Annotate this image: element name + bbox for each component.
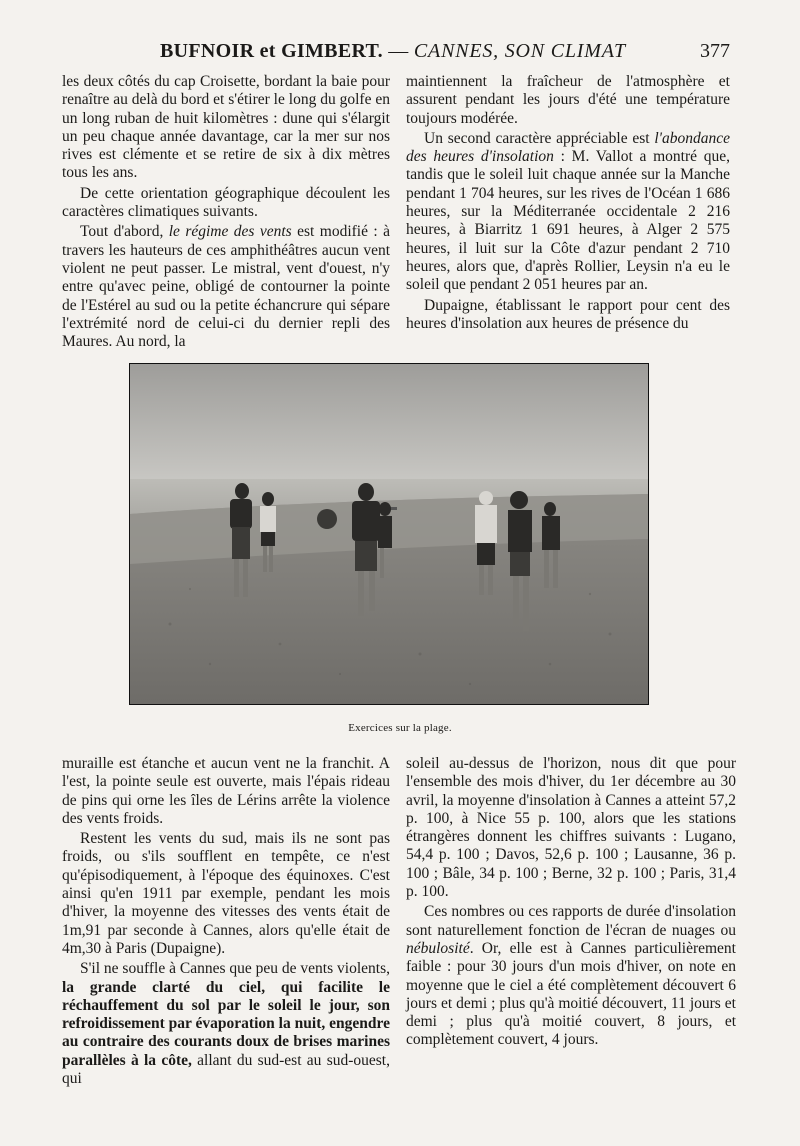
text-run: S'il ne souffle à Cannes que peu de vents violents, (80, 960, 390, 978)
column-right-top (406, 73, 730, 333)
emphasis: l'abondance des heures d'insolation (406, 129, 730, 166)
paragraph: les deux côtés du cap Croisette, bordant la baie pour renaître au delà du bord et s'étirer le long du golfe en un long ruban de huit kilomètres : dune qui s'élargit un peu chaque année davantage, car la mer sur nos rives est clémente et se retire de six à dix mètres tous les ans. (62, 73, 390, 182)
paragraph: maintiennent la fraîcheur de l'atmosphère et assurent pendant les jours d'été une température toujours modérée. (406, 73, 730, 127)
text-run: Ces nombres ou ces rapports de durée d'insolation sont naturellement fonction de l'écran de nuages ou (406, 903, 736, 939)
paragraph: soleil au-dessus de l'horizon, nous dit que pour l'ensemble des mois d'hiver, du 1er décembre au 30 avril, la moyenne d'insolation à Cannes a atteint 57,2 p. 100, à Nice 55 p. 100, alors que les stations étrangères donnent les chiffres suivants : Lugano, 54,4 p. 100 ; Davos, 52,6 p. 100 ; Lausanne, 36 p. 100 ; Bâle, 34 p. 100 ; Berne, 32 p. 100 ; Paris, 31,4 p. 100. (406, 755, 736, 901)
column-left-bottom (62, 755, 390, 1088)
text-run: Tout d'abord, (80, 223, 169, 241)
running-header (0, 40, 800, 66)
text-run: allant du sud-est au sud-ouest, qui (62, 1051, 390, 1088)
bold-run: la grande clarté du ciel, qui facilite le réchauffement du sol par le soleil le jour, son refroidissement par évaporation la nuit, engendre au contraire des courants doux de brises marines parallèles à la côte, (62, 978, 390, 1069)
text-run: Un second caractère appréciable est (424, 129, 655, 147)
text-run: . Or, elle est à Cannes particulièrement faible : pour 30 jours d'un mois d'hiver, on note en moyenne que le ciel a été complètement découvert 6 jours et demi ; plus qu'à moitié découvert, 11 jours et demi ; plus qu'à moitié couvert, 8 jours, et complètement couvert, 4 jours. (406, 939, 736, 1049)
paragraph: Dupaigne, établissant le rapport pour cent des heures d'insolation aux heures de présence du (406, 296, 730, 332)
paragraph (62, 223, 390, 351)
beach-photograph (129, 363, 649, 705)
emphasis: le régime des vents (168, 223, 292, 241)
paragraph (406, 903, 736, 1049)
text-run: est modifié : à travers les hauteurs de ces amphithéâtres aucun vent violent ne peut passer. Le mistral, vent d'ouest, n'y entre qu'avec peine, obligé de contourner la pointe de l'Estérel au sud ou la petite échancrure qui sépare l'extrémité nord de celui-ci du dernier repli des Maures. Au nord, la (62, 223, 390, 351)
paragraph: Restent les vents du sud, mais ils ne sont pas froids, ou s'ils soufflent en tempête, ce n'est qu'épisodiquement, à l'époque des équinoxes. C'est ainsi qu'en 1911 par exemple, pendant les mois d'hiver, la moyenne des vitesses des vents était de 1m,91 par seconde à Cannes, alors qu'elle était de 4m,30 à Paris (Dupaigne). (62, 830, 390, 957)
header-title (160, 40, 626, 63)
page-number: 377 (700, 40, 730, 62)
sky (130, 364, 648, 484)
header-authors: BUFNOIR et GIMBERT. (160, 40, 383, 62)
figure-caption: Exercices sur la plage. (348, 722, 452, 734)
text-run: : M. Vallot a montré que, tandis que le soleil luit chaque année sur la Manche pendant 1 704 heures, sur les rives de l'Océan 1 686 heures, sur la Méditerranée occidentale 2 216 heures, à Biarritz 1 691 heures, à Alger 2 575 heures, il luit sur la Côte d'azur pendant 2 710 heures, alors que, d'après Rollier, Leysin n'a eu le soleil que pendant 2 051 heures par an. (406, 148, 731, 294)
paragraph: muraille est étanche et aucun vent ne la franchit. A l'est, la pointe seule est ouverte, mais l'épais rideau de pins qui orne les îles de Lérins arrête la violence des vents froids. (62, 755, 390, 827)
paragraph: De cette orientation géographique découlent les caractères climatiques suivants. (62, 184, 390, 221)
header-article-title: CANNES, SON CLIMAT (413, 40, 626, 62)
header-separator: — (388, 40, 409, 62)
paragraph (406, 130, 730, 295)
emphasis: nébulosité (406, 939, 470, 957)
column-left-top (62, 73, 390, 351)
column-right-bottom (406, 755, 736, 1050)
paragraph (62, 960, 390, 1088)
